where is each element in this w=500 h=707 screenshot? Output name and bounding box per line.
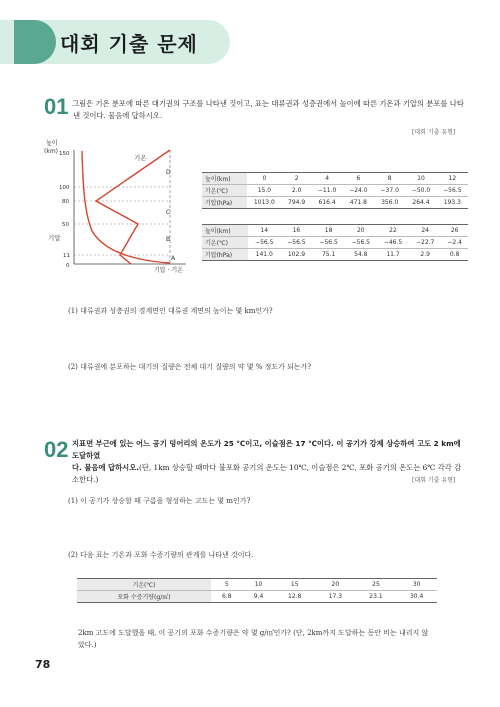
table-cell: 8: [374, 173, 405, 185]
layer-label-a: A: [171, 255, 176, 262]
table-cell: 356.0: [374, 197, 405, 209]
table-cell: 높이(km): [202, 225, 248, 237]
question-2-line2-bold: 다. 물음에 답하시오.: [72, 463, 140, 472]
q1-table-1: [202, 172, 468, 209]
table-cell: −24.0: [343, 185, 374, 197]
table-cell: 14: [248, 225, 280, 237]
question-1-text: [72, 98, 468, 122]
table-cell: 2: [282, 173, 312, 185]
question-2-text: [72, 438, 468, 486]
section-banner: [0, 20, 230, 64]
table-row: [77, 591, 437, 603]
table-cell: 141.0: [248, 249, 280, 261]
y-tick: 150: [59, 151, 70, 157]
pressure-curve-label: 기압: [48, 234, 61, 242]
table-cell: 102.9: [280, 249, 312, 261]
question-1-line1: 그림은 기온 분포에 따른 대기권의 구조를 나타낸 것이고, 표는 대류권과 성층권에서 높이에 따른 기온과 기압의 분포를 나타: [72, 99, 464, 108]
y-tick: 100: [59, 185, 70, 191]
table-cell: 12: [437, 173, 468, 185]
table-row: [202, 237, 468, 249]
layer-label-d: D: [166, 169, 171, 176]
table-cell: 20: [315, 579, 356, 591]
question-1-source: [대회 기출 유형]: [412, 129, 456, 136]
q2-sub2-line2: 았다.): [78, 641, 97, 649]
table-cell: 기압(hPa): [202, 249, 248, 261]
table-row: [202, 197, 468, 209]
section-title: 대회 기출 문제: [60, 32, 198, 56]
y-tick: 0: [66, 263, 70, 269]
table-cell: 75.1: [313, 249, 345, 261]
table-cell: 6.8: [211, 591, 243, 603]
question-2-line3: 소한다.): [72, 475, 99, 484]
table-cell: −56.5: [313, 237, 345, 249]
table-cell: 10: [405, 173, 436, 185]
table-row: [77, 579, 437, 591]
table-cell: 0.8: [441, 249, 468, 261]
table-cell: 794.9: [282, 197, 312, 209]
table-cell: 2.0: [282, 185, 312, 197]
table-cell: 12.8: [274, 591, 315, 603]
question-2-source: [대회 기출 유형]: [412, 477, 456, 484]
question-2-line2-rest: (단, 1km 상승할 때마다 불포화 공기의 온도는 10℃, 이슬점은 2℃, 포화 공기의 온도는 6℃ 각각 감: [139, 463, 462, 472]
y-tick: 11: [63, 253, 70, 259]
q2-subquestion-2: (2) 다음 표는 기온과 포화 수증기량의 관계를 나타낸 것이다.: [68, 551, 254, 559]
question-1-number: 01: [44, 94, 69, 119]
table-cell: −11.0: [311, 185, 342, 197]
table-cell: 264.4: [405, 197, 436, 209]
q2-table: [77, 578, 437, 603]
q2-subquestion-1: (1) 이 공기가 상승할 때 구름을 형성하는 고도는 몇 m인가?: [68, 497, 251, 505]
graph-y-label-2: (km): [44, 148, 59, 155]
table-cell: 15.0: [247, 185, 282, 197]
graph-x-label: 기압 · 기온: [154, 267, 183, 274]
y-tick: 50: [62, 222, 69, 228]
table-row: [202, 173, 468, 185]
table-cell: 193.3: [437, 197, 468, 209]
table-cell: −56.5: [345, 237, 377, 249]
table-cell: 11.7: [377, 249, 409, 261]
temperature-curve-label: 기온: [134, 154, 147, 162]
table-cell: 616.4: [311, 197, 342, 209]
question-2-number: 02: [44, 437, 69, 462]
q1-subquestion-2: (2) 대류권에 분포하는 대기의 질량은 전체 대기 질량의 약 몇 % 정도가 되는가?: [68, 363, 312, 371]
table-cell: 18: [313, 225, 345, 237]
table-cell: −37.0: [374, 185, 405, 197]
table-row: [202, 185, 468, 197]
graph-y-label-1: 높이: [46, 140, 58, 147]
question-2-line1: 지표면 부근에 있는 어느 공기 덩어리의 온도가 25 ℃이고, 이슬점은 17 ℃이다. 이 공기가 강제 상승하여 고도 2 km에 도달하였: [72, 439, 461, 460]
table-cell: 22: [377, 225, 409, 237]
table-cell: −50.0: [405, 185, 436, 197]
table-cell: −56.5: [248, 237, 280, 249]
table-cell: 17.3: [315, 591, 356, 603]
table-cell: 23.1: [356, 591, 397, 603]
q2-subquestion-2-question: [78, 627, 468, 651]
table-cell: 20: [345, 225, 377, 237]
table-cell: 5: [211, 579, 243, 591]
table-cell: 기압(hPa): [202, 197, 247, 209]
banner-accent: [14, 20, 56, 64]
table-cell: 6: [343, 173, 374, 185]
table-cell: 15: [274, 579, 315, 591]
atmosphere-structure-graph: [36, 136, 196, 276]
table-cell: 기온(℃): [202, 185, 247, 197]
table-cell: 30.4: [396, 591, 437, 603]
page-number: 78: [35, 658, 51, 671]
table-cell: 10: [243, 579, 275, 591]
table-cell: −46.5: [377, 237, 409, 249]
layer-label-b: B: [166, 236, 171, 243]
pressure-curve: [82, 151, 170, 263]
table-cell: −2.4: [441, 237, 468, 249]
table-cell: −56.5: [280, 237, 312, 249]
y-tick: 80: [62, 199, 69, 205]
table-row: [202, 249, 468, 261]
layer-label-c: C: [166, 209, 171, 216]
q2-sub2-line1: 2km 고도에 도달했을 때, 이 공기의 포화 수증기량은 약 몇 g/㎥인가? (단, 2km까지 도달하는 동안 비는 내리지 않: [78, 629, 429, 637]
table-cell: 기온(℃): [202, 237, 248, 249]
table-cell: 0: [247, 173, 282, 185]
table-cell: −22.7: [409, 237, 441, 249]
q1-table-2: [202, 224, 468, 261]
table-cell: 25: [356, 579, 397, 591]
table-row: [202, 225, 468, 237]
question-1-line2: 낸 것이다. 물음에 답하시오.: [73, 111, 163, 120]
table-cell: 471.8: [343, 197, 374, 209]
table-cell: 4: [311, 173, 342, 185]
table-cell: −56.5: [437, 185, 468, 197]
table-cell: 2.9: [409, 249, 441, 261]
q1-subquestion-1: (1) 대류권과 성층권의 경계면인 대류권 계면의 높이는 몇 km인가?: [68, 307, 273, 315]
table-cell: 30: [396, 579, 437, 591]
table-cell: 높이(km): [202, 173, 247, 185]
table-cell: 기온(℃): [77, 579, 211, 591]
table-cell: 24: [409, 225, 441, 237]
table-cell: 포화 수증기량(g/㎥): [77, 591, 211, 603]
table-cell: 16: [280, 225, 312, 237]
table-cell: 26: [441, 225, 468, 237]
table-cell: 9.4: [243, 591, 275, 603]
table-cell: 54.8: [345, 249, 377, 261]
table-cell: 1013.0: [247, 197, 282, 209]
